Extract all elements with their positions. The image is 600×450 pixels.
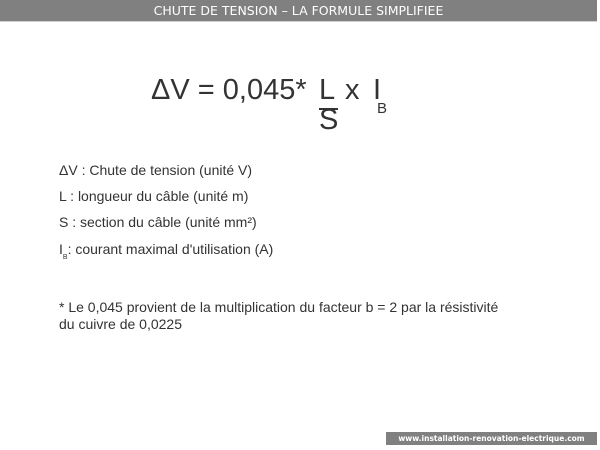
definition-text: : section du câble (unité mm²)	[68, 214, 257, 230]
definition-symbol: L	[59, 188, 67, 204]
definition-current	[59, 241, 274, 261]
definition-delta-v	[59, 162, 252, 178]
formula-current-symbol: I	[373, 74, 382, 106]
definition-symbol: ΔV	[59, 162, 78, 178]
definition-text: : Chute de tension (unité V)	[77, 162, 253, 178]
definition-symbol: I	[59, 241, 63, 257]
definition-text: : longueur du câble (unité m)	[66, 188, 249, 204]
formula-times: x	[345, 74, 360, 106]
footnote-line-1: * Le 0,045 provient de la multiplication du facteur b = 2 par la résistivité	[59, 299, 499, 315]
formula-lhs: ΔV = 0,045*	[151, 74, 307, 106]
website-footer	[386, 432, 597, 445]
title-divider	[0, 21, 597, 22]
slide-title: CHUTE DE TENSION – LA FORMULE SIMPLIFIEE	[153, 3, 444, 18]
definition-symbol: S	[59, 214, 69, 230]
slide-title-bar	[0, 0, 597, 21]
footnote	[59, 299, 559, 333]
definition-section	[59, 214, 257, 230]
footnote-line-2: du cuivre de 0,0225	[59, 316, 182, 332]
formula-current-subscript: B	[377, 100, 388, 117]
formula-denominator: S	[319, 104, 339, 136]
website-url: www.installation-renovation-electrique.com	[398, 434, 585, 443]
definition-length	[59, 188, 248, 204]
definition-text: : courant maximal d'utilisation (A)	[67, 241, 274, 257]
formula-numerator: L	[319, 74, 336, 106]
definition-subscript: B	[62, 254, 68, 261]
